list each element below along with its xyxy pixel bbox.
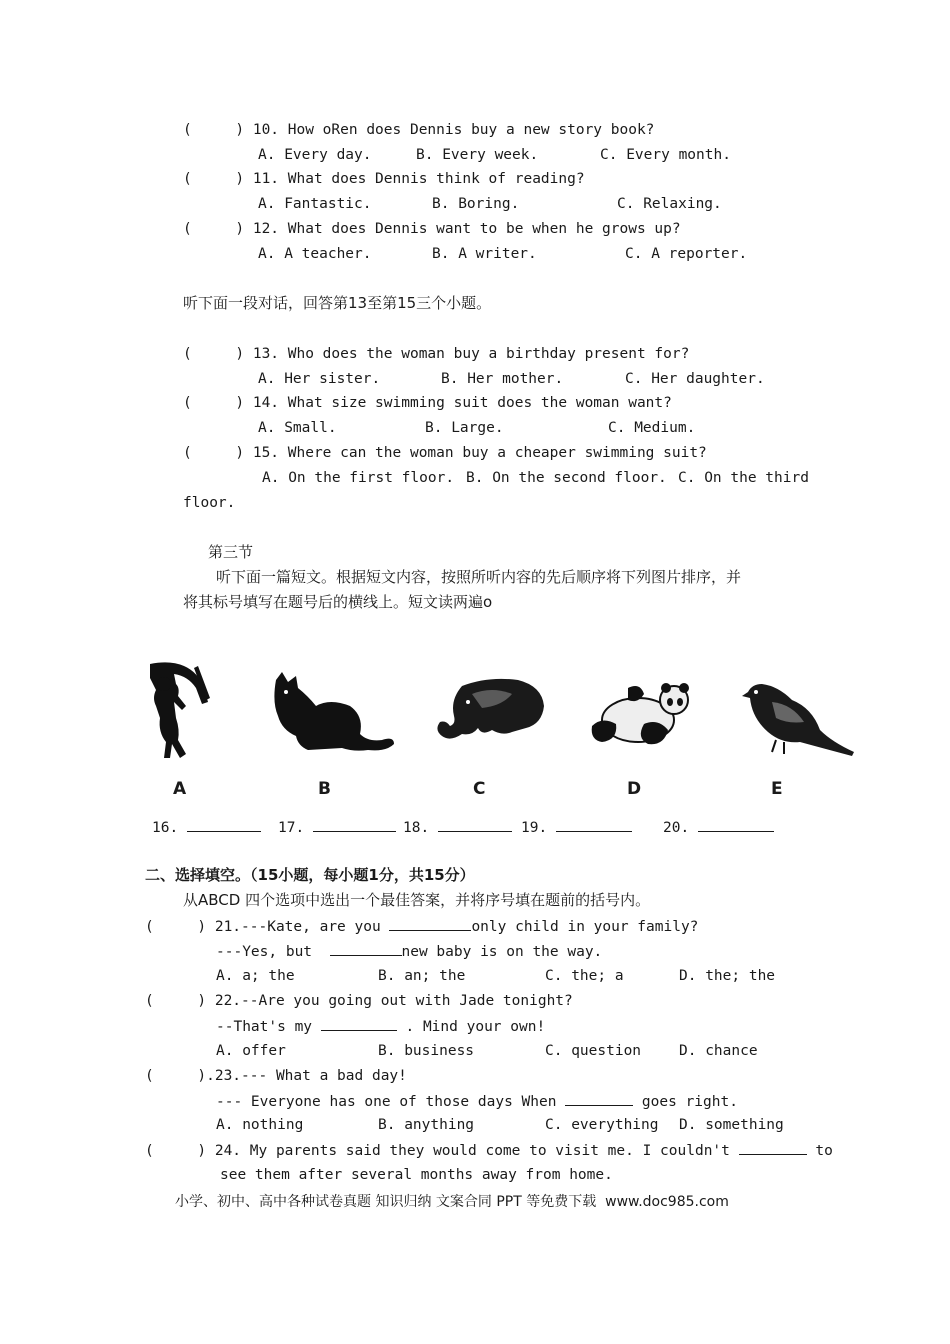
picture-label-a: A xyxy=(173,779,187,799)
q13-option-a: A. Her sister. xyxy=(258,371,381,387)
answer-19 xyxy=(521,817,632,838)
q23-option-b: B. anything xyxy=(378,1117,475,1133)
answer-16-blank[interactable] xyxy=(187,817,261,832)
q21-blank-1[interactable] xyxy=(389,916,471,931)
q11-option-b: B. Boring. xyxy=(432,196,520,212)
q22-blank[interactable] xyxy=(321,1016,397,1031)
q21-option-b: B. an; the xyxy=(378,968,466,984)
q21-stem-a: ( ) 21.---Kate, are you xyxy=(145,919,390,935)
q23-option-c: C. everything xyxy=(545,1117,659,1133)
q12-option-c: C. A reporter. xyxy=(625,246,748,262)
answer-18-blank[interactable] xyxy=(438,817,512,832)
q22-option-b: B. business xyxy=(378,1043,475,1059)
q10-option-a: A. Every day. xyxy=(258,147,372,163)
q23-blank[interactable] xyxy=(565,1091,633,1106)
question-22-line2 xyxy=(216,1016,545,1037)
q23-reply-b: goes right. xyxy=(633,1094,738,1110)
q22-option-d: D. chance xyxy=(679,1043,758,1059)
q15-option-c: C. On the third xyxy=(678,470,809,486)
q11-option-c: C. Relaxing. xyxy=(617,196,722,212)
question-21-line1 xyxy=(145,916,698,937)
question-12-stem: ( ) 12. What does Dennis want to be when he grows up? xyxy=(183,221,681,237)
picture-label-c: C xyxy=(473,779,486,799)
answer-20-blank[interactable] xyxy=(698,817,774,832)
answer-20-number: 20. xyxy=(663,820,690,836)
answer-17-blank[interactable] xyxy=(313,817,396,832)
q21-reply-b: new baby is on the way. xyxy=(401,944,603,960)
q14-option-a: A. Small. xyxy=(258,420,337,436)
answer-19-blank[interactable] xyxy=(556,817,632,832)
q10-option-b: B. Every week. xyxy=(416,147,539,163)
bird-icon xyxy=(742,678,857,758)
answer-19-number: 19. xyxy=(521,820,548,836)
q21-option-d: D. the; the xyxy=(679,968,776,984)
answer-17-number: 17. xyxy=(278,820,305,836)
q24-stem-b: to xyxy=(806,1143,833,1159)
question-24-line2: see them after several months away from home. xyxy=(220,1167,613,1183)
q22-reply-a: --That's my xyxy=(216,1019,321,1035)
q23-option-a: A. nothing xyxy=(216,1117,304,1133)
question-11-stem: ( ) 11. What does Dennis think of reading? xyxy=(183,171,585,187)
q23-option-d: D. something xyxy=(679,1117,784,1133)
q11-option-a: A. Fantastic. xyxy=(258,196,372,212)
part2-title: 二、选择填空。（15小题，每小题1分，共15分） xyxy=(145,866,475,884)
q13-option-b: B. Her mother. xyxy=(441,371,564,387)
q12-option-a: A. A teacher. xyxy=(258,246,372,262)
panda-icon xyxy=(588,680,698,750)
answer-17 xyxy=(278,817,396,838)
monkey-icon xyxy=(140,658,220,768)
q22-reply-b: . Mind your own! xyxy=(396,1019,546,1035)
q14-option-b: B. Large. xyxy=(425,420,504,436)
q13-option-c: C. Her daughter. xyxy=(625,371,765,387)
q15-option-c-continued: floor. xyxy=(183,495,236,511)
question-21-line2 xyxy=(216,941,602,962)
q21-reply-a: ---Yes, but xyxy=(216,944,330,960)
section-heading: 第三节 xyxy=(208,543,254,561)
q22-option-c: C. question xyxy=(545,1043,642,1059)
q21-blank-2[interactable] xyxy=(330,941,402,956)
picture-label-e: E xyxy=(771,779,783,799)
answer-18 xyxy=(403,817,512,838)
q15-option-a: A. On the first floor. xyxy=(262,470,455,486)
q10-option-c: C. Every month. xyxy=(600,147,731,163)
picture-label-d: D xyxy=(627,779,642,799)
q24-stem-a: ( ) 24. My parents said they would come to visit me. I couldn't xyxy=(145,1143,739,1159)
answer-16 xyxy=(152,817,261,838)
q24-blank[interactable] xyxy=(739,1140,807,1155)
question-24-line1 xyxy=(145,1140,833,1161)
q21-option-c: C. the; a xyxy=(545,968,624,984)
section-instructions-line2: 将其标号填写在题号后的横线上。短文读两遍o xyxy=(183,593,493,611)
q21-option-a: A. a; the xyxy=(216,968,295,984)
question-22-stem: ( ) 22.--Are you going out with Jade tonight? xyxy=(145,993,573,1009)
question-10-stem: ( ) 10. How oRen does Dennis buy a new story book? xyxy=(183,122,655,138)
q15-option-b: B. On the second floor. xyxy=(466,470,667,486)
cat-icon xyxy=(268,672,398,756)
question-23-stem: ( ).23.--- What a bad day! xyxy=(145,1068,407,1084)
page-footer: 小学、初中、高中各种试卷真题 知识归纳 文案合同 PPT 等免费下载 www.doc985.com xyxy=(175,1194,729,1210)
question-14-stem: ( ) 14. What size swimming suit does the woman want? xyxy=(183,395,672,411)
q14-option-c: C. Medium. xyxy=(608,420,696,436)
q21-stem-b: only child in your family? xyxy=(471,919,699,935)
picture-label-b: B xyxy=(318,779,331,799)
q22-option-a: A. offer xyxy=(216,1043,286,1059)
part2-instructions: 从ABCD 四个选项中选出一个最佳答案，并将序号填在题前的括号内。 xyxy=(183,891,651,909)
question-15-stem: ( ) 15. Where can the woman buy a cheaper swimming suit? xyxy=(183,445,707,461)
dialogue-intro: 听下面一段对话，回答第13至第15三个小题。 xyxy=(183,294,492,312)
question-13-stem: ( ) 13. Who does the woman buy a birthday present for? xyxy=(183,346,690,362)
elephant-icon xyxy=(432,676,547,756)
answer-18-number: 18. xyxy=(403,820,430,836)
answer-20 xyxy=(663,817,774,838)
q12-option-b: B. A writer. xyxy=(432,246,537,262)
section-instructions-line1: 听下面一篇短文。根据短文内容，按照所听内容的先后顺序将下列图片排序，并 xyxy=(216,568,742,586)
q23-reply-a: --- Everyone has one of those days When xyxy=(216,1094,566,1110)
answer-16-number: 16. xyxy=(152,820,179,836)
question-23-line2 xyxy=(216,1091,738,1112)
